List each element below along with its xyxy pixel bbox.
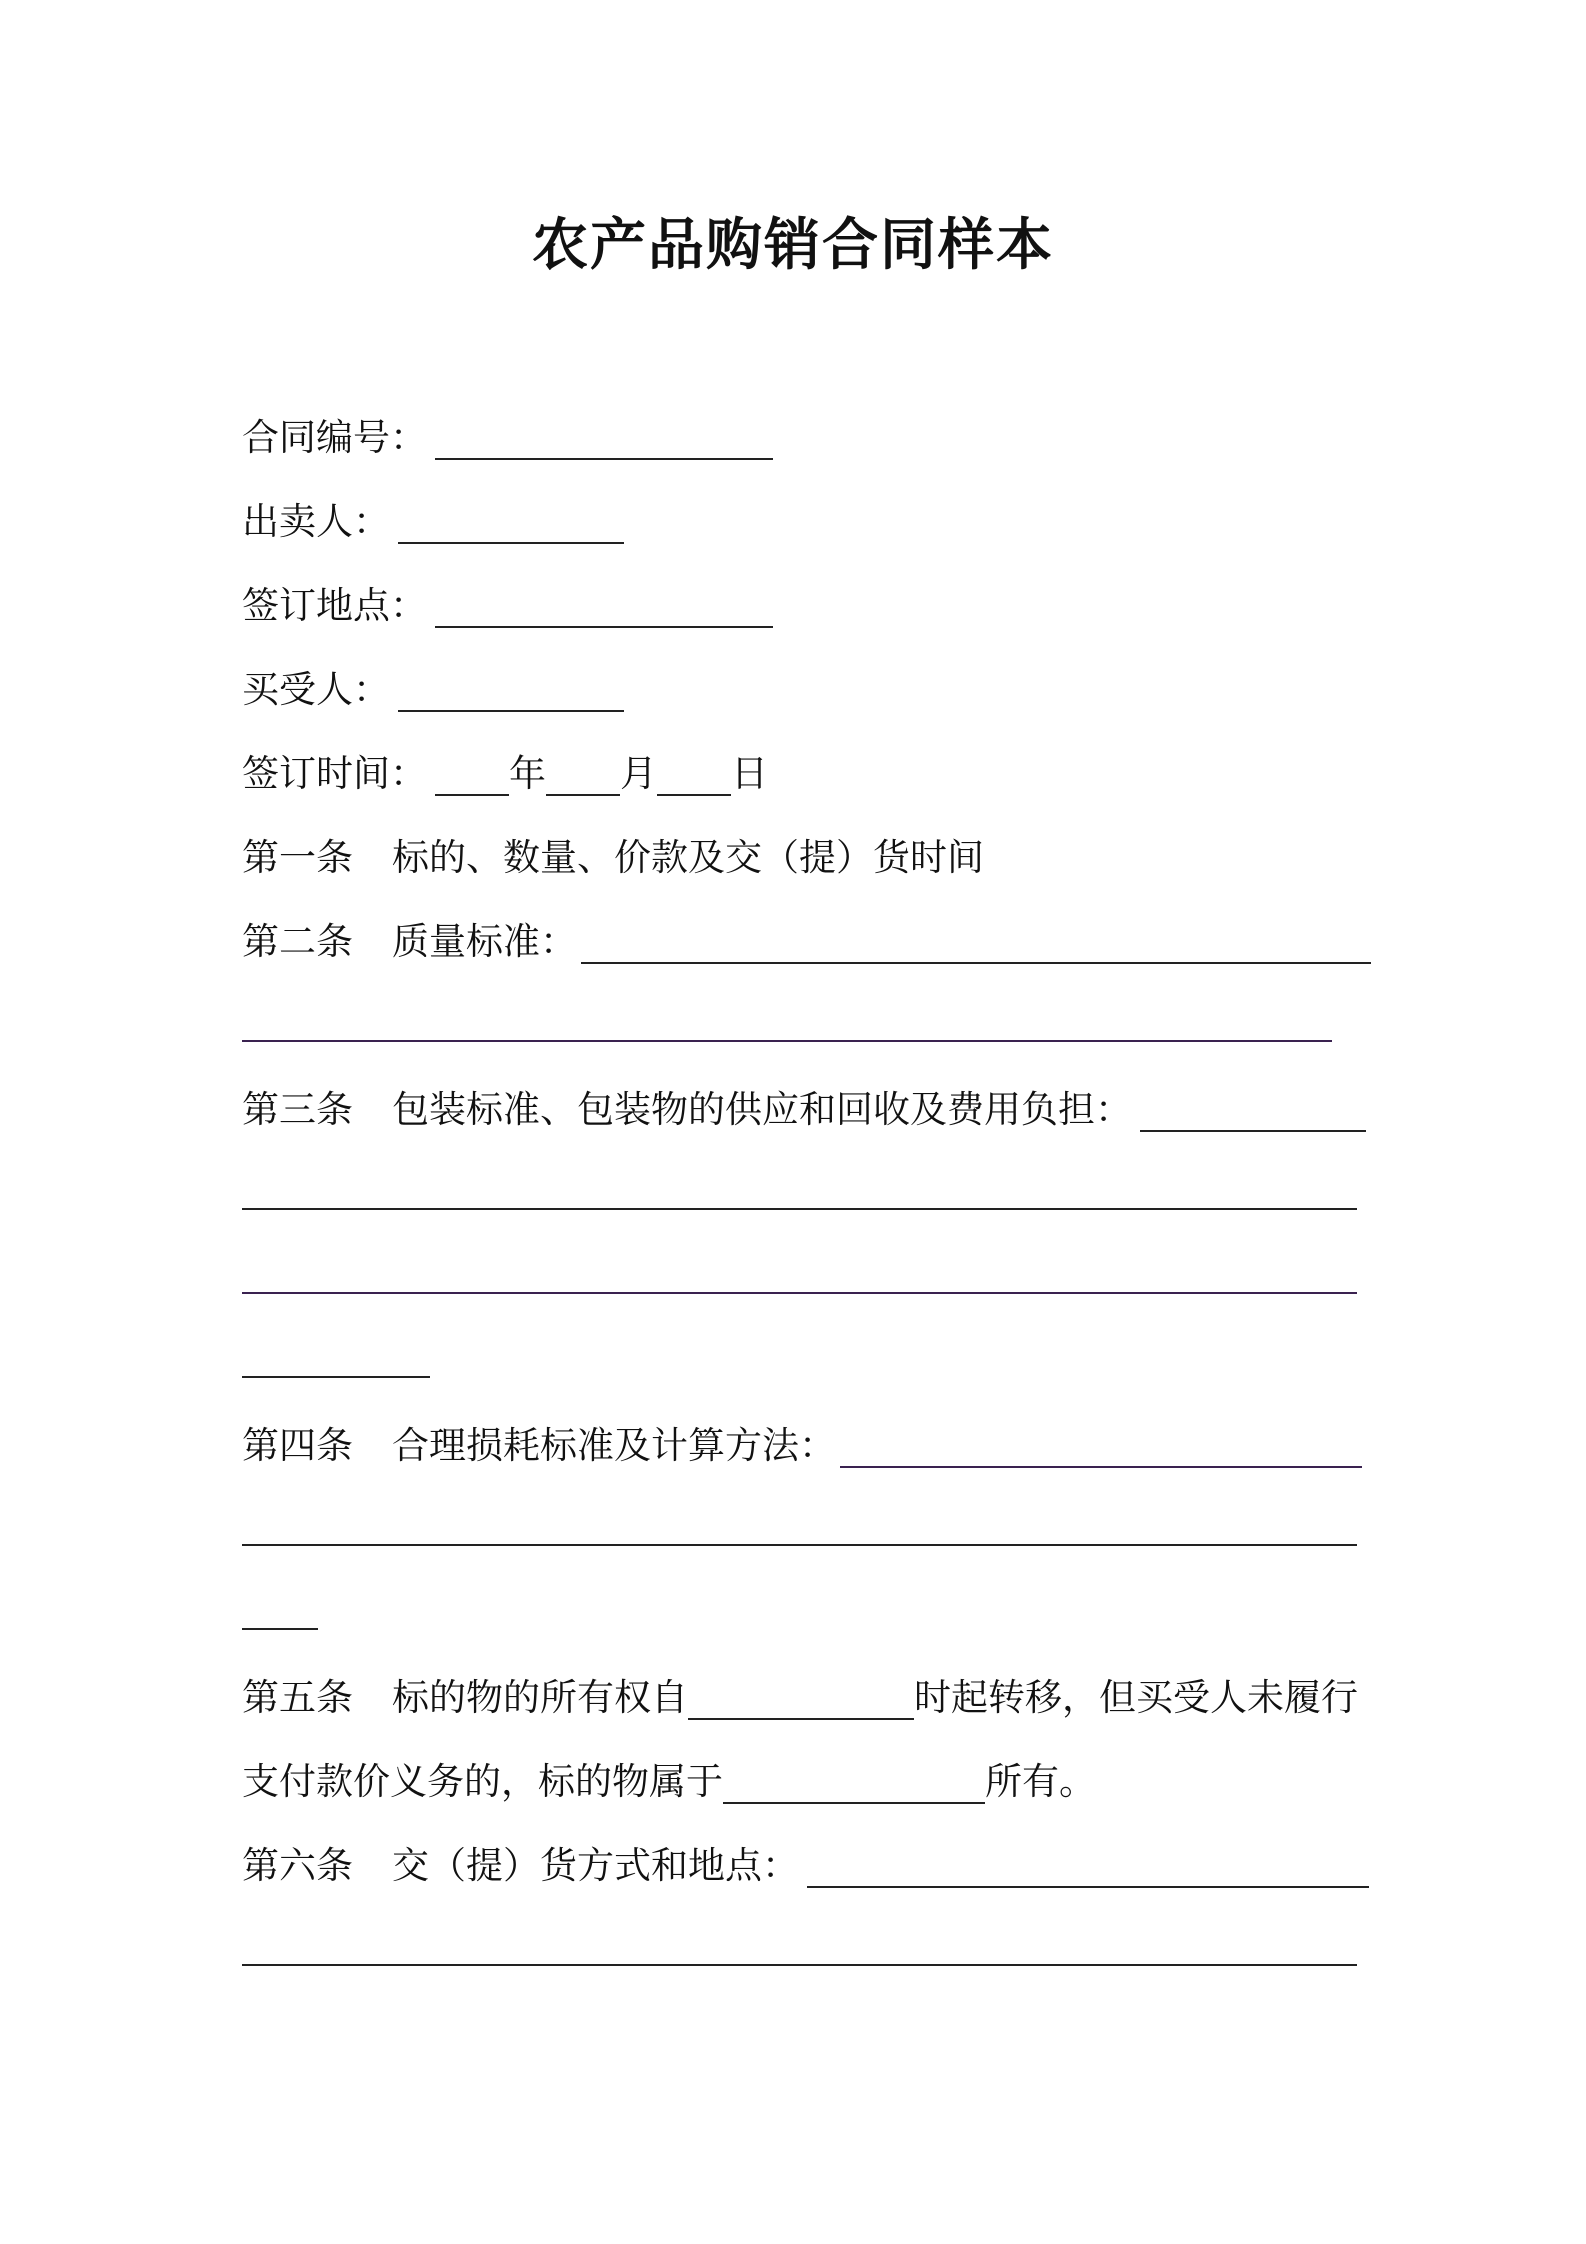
article-6 [242,1838,1369,1894]
blank-seller[interactable] [398,500,624,544]
article-3-text: 包装标准、包装物的供应和回收及费用负担： [392,1088,1132,1131]
article-1-label: 第一条 [242,836,353,879]
article-2 [242,914,1371,970]
blank-contract-number[interactable] [435,416,773,460]
article-5-text-part-4: 所有。 [985,1760,1096,1803]
field-label-signing-time: 签订时间： [242,752,427,795]
blank-signing-place[interactable] [435,584,773,628]
article-2-label: 第二条 [242,920,353,963]
blank-quality-standard[interactable] [581,920,1371,964]
field-label-seller: 出卖人： [242,500,390,543]
article-5-continued [242,1754,1096,1810]
article-4 [242,1418,1362,1474]
blank-loss-standard-line-3[interactable] [242,1628,318,1630]
article-6-label: 第六条 [242,1844,353,1887]
article-3-label: 第三条 [242,1088,353,1131]
blank-packaging-line-2[interactable] [242,1208,1357,1210]
field-label-contract-number: 合同编号： [242,416,427,459]
article-3 [242,1082,1366,1138]
blank-packaging-line-4[interactable] [242,1376,430,1378]
field-contract-number [242,410,773,466]
field-label-signing-place: 签订地点： [242,584,427,627]
blank-loss-standard[interactable] [840,1424,1362,1468]
document-title: 农产品购销合同样本 [532,213,1054,278]
blank-ownership-transfer[interactable] [688,1676,914,1720]
article-5-text-part-2: 时起转移，但买受人未履行 [914,1676,1358,1719]
field-label-buyer: 买受人： [242,668,390,711]
blank-packaging-line-3[interactable] [242,1292,1357,1294]
article-2-text: 质量标准： [392,920,577,963]
label-day: 日 [731,752,768,795]
blank-year[interactable] [435,752,509,796]
field-signing-place [242,578,773,634]
article-1-text: 标的、数量、价款及交（提）货时间 [392,836,984,879]
article-5-text-part-1: 标的物的所有权自 [392,1676,688,1719]
blank-month[interactable] [546,752,620,796]
label-year: 年 [509,752,546,795]
field-signing-time [242,746,768,802]
article-5-text-part-3: 支付款价义务的，标的物属于 [242,1760,723,1803]
blank-packaging[interactable] [1140,1088,1366,1132]
blank-delivery-method-line-2[interactable] [242,1964,1357,1966]
label-month: 月 [620,752,657,795]
article-5-label: 第五条 [242,1676,353,1719]
blank-buyer[interactable] [398,668,624,712]
article-1 [242,830,984,886]
blank-ownership-holder[interactable] [723,1760,985,1804]
blank-delivery-method[interactable] [807,1844,1369,1888]
blank-quality-standard-line-2[interactable] [242,1040,1332,1042]
blank-loss-standard-line-2[interactable] [242,1544,1357,1546]
article-4-label: 第四条 [242,1424,353,1467]
article-6-text: 交（提）货方式和地点： [392,1844,799,1887]
blank-day[interactable] [657,752,731,796]
article-5 [242,1670,1358,1726]
field-seller [242,494,624,550]
article-4-text: 合理损耗标准及计算方法： [392,1424,836,1467]
field-buyer [242,662,624,718]
